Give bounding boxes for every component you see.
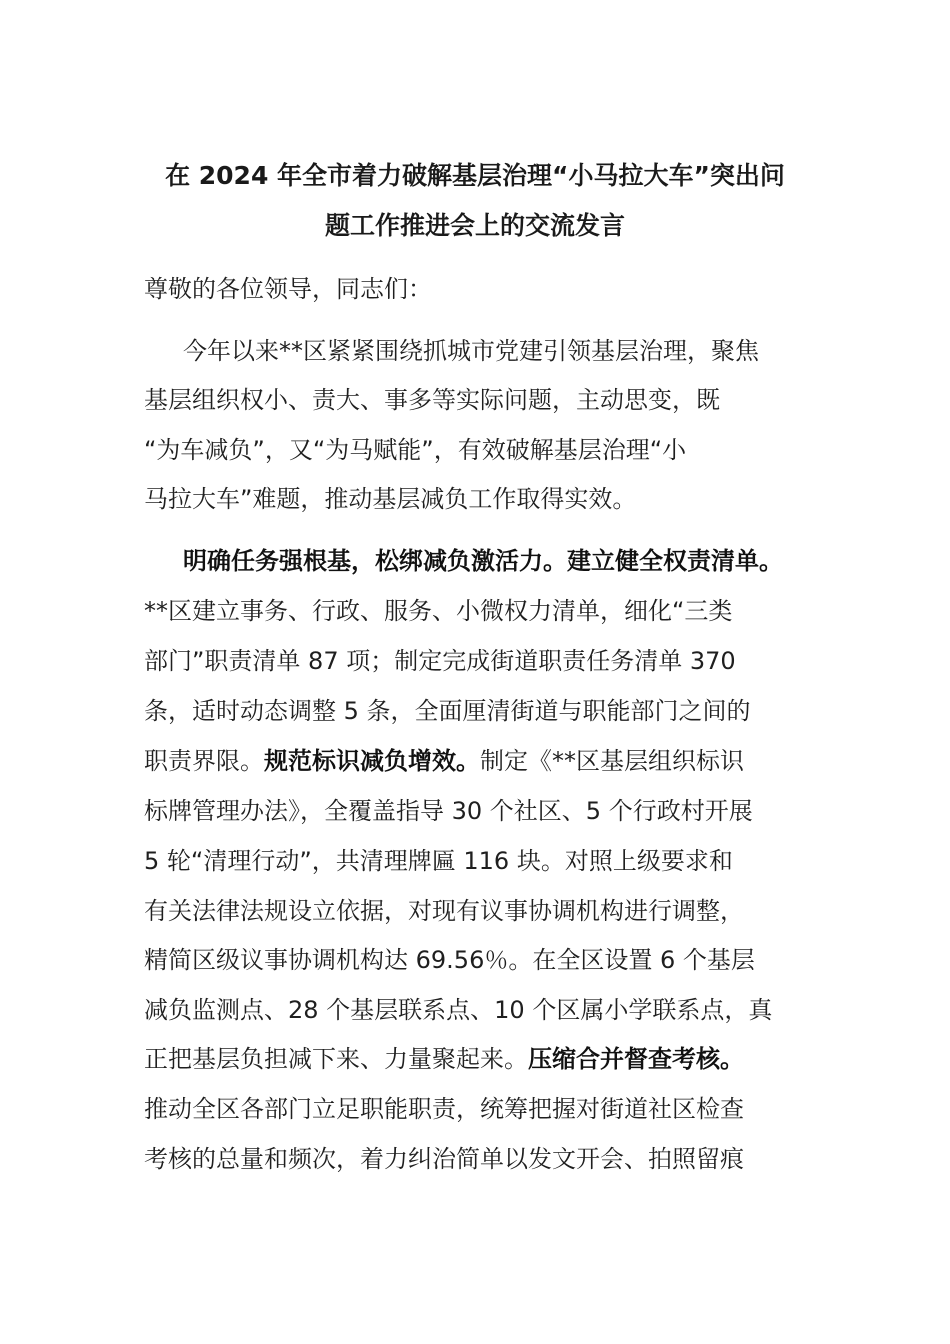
section1-line-7: 5 轮“清理行动”，共清理牌匾 116 块。对照上级要求和 [144, 847, 733, 875]
section1-line-5-post: 制定《**区基层组织标识 [480, 747, 744, 775]
section1-subheading-2: 规范标识减负增效。 [264, 747, 480, 775]
section1-line-10: 减负监测点、28 个基层联系点、10 个区属小学联系点，真 [144, 996, 773, 1024]
section1-line-5-pre: 职责界限。 [144, 747, 264, 775]
section1-line-3: 部门”职责清单 87 项；制定完成街道职责任务清单 370 [144, 647, 736, 675]
section1-line-6: 标牌管理办法》，全覆盖指导 30 个社区、5 个行政村开展 [144, 797, 753, 825]
salutation: 尊敬的各位领导，同志们： [144, 275, 432, 303]
section1-line-12: 推动全区各部门立足职能职责，统筹把握对街道社区检查 [144, 1095, 744, 1123]
section1-line-11-pre: 正把基层负担减下来、力量聚起来。 [144, 1045, 528, 1073]
section1-line-1 [183, 536, 783, 586]
section1-line-5 [144, 736, 744, 786]
title-line-1: 在 2024 年全市着力破解基层治理“小马拉大车”突出问 [165, 161, 785, 190]
title-line-2: 题工作推进会上的交流发言 [324, 211, 625, 240]
document-title [130, 151, 820, 251]
section1-line-2: **区建立事务、行政、服务、小微权力清单，细化“三类 [144, 597, 733, 625]
intro-line-3: “为车减负”，又“为马赋能”，有效破解基层治理“小 [144, 436, 687, 464]
intro-line-1: 今年以来**区紧紧围绕抓城市党建引领基层治理，聚焦 [183, 337, 759, 365]
section1-heading: 明确任务强根基，松绑减负激活力。 [183, 547, 567, 575]
section1-line-13: 考核的总量和频次，着力纠治简单以发文开会、拍照留痕 [144, 1145, 744, 1173]
section1-line-8: 有关法律法规设立依据，对现有议事协调机构进行调整， [144, 897, 744, 925]
section1-subheading-3: 压缩合并督查考核。 [528, 1045, 744, 1073]
intro-line-4: 马拉大车”难题，推动基层减负工作取得实效。 [144, 485, 637, 513]
section1-line-4: 条，适时动态调整 5 条，全面厘清街道与职能部门之间的 [144, 697, 751, 725]
section1-line-9: 精简区级议事协调机构达 69.56％。在全区设置 6 个基层 [144, 946, 755, 974]
section1-subheading-1: 建立健全权责清单。 [567, 547, 783, 575]
section1-line-11 [144, 1034, 744, 1084]
intro-line-2: 基层组织权小、责大、事多等实际问题，主动思变，既 [144, 386, 720, 414]
